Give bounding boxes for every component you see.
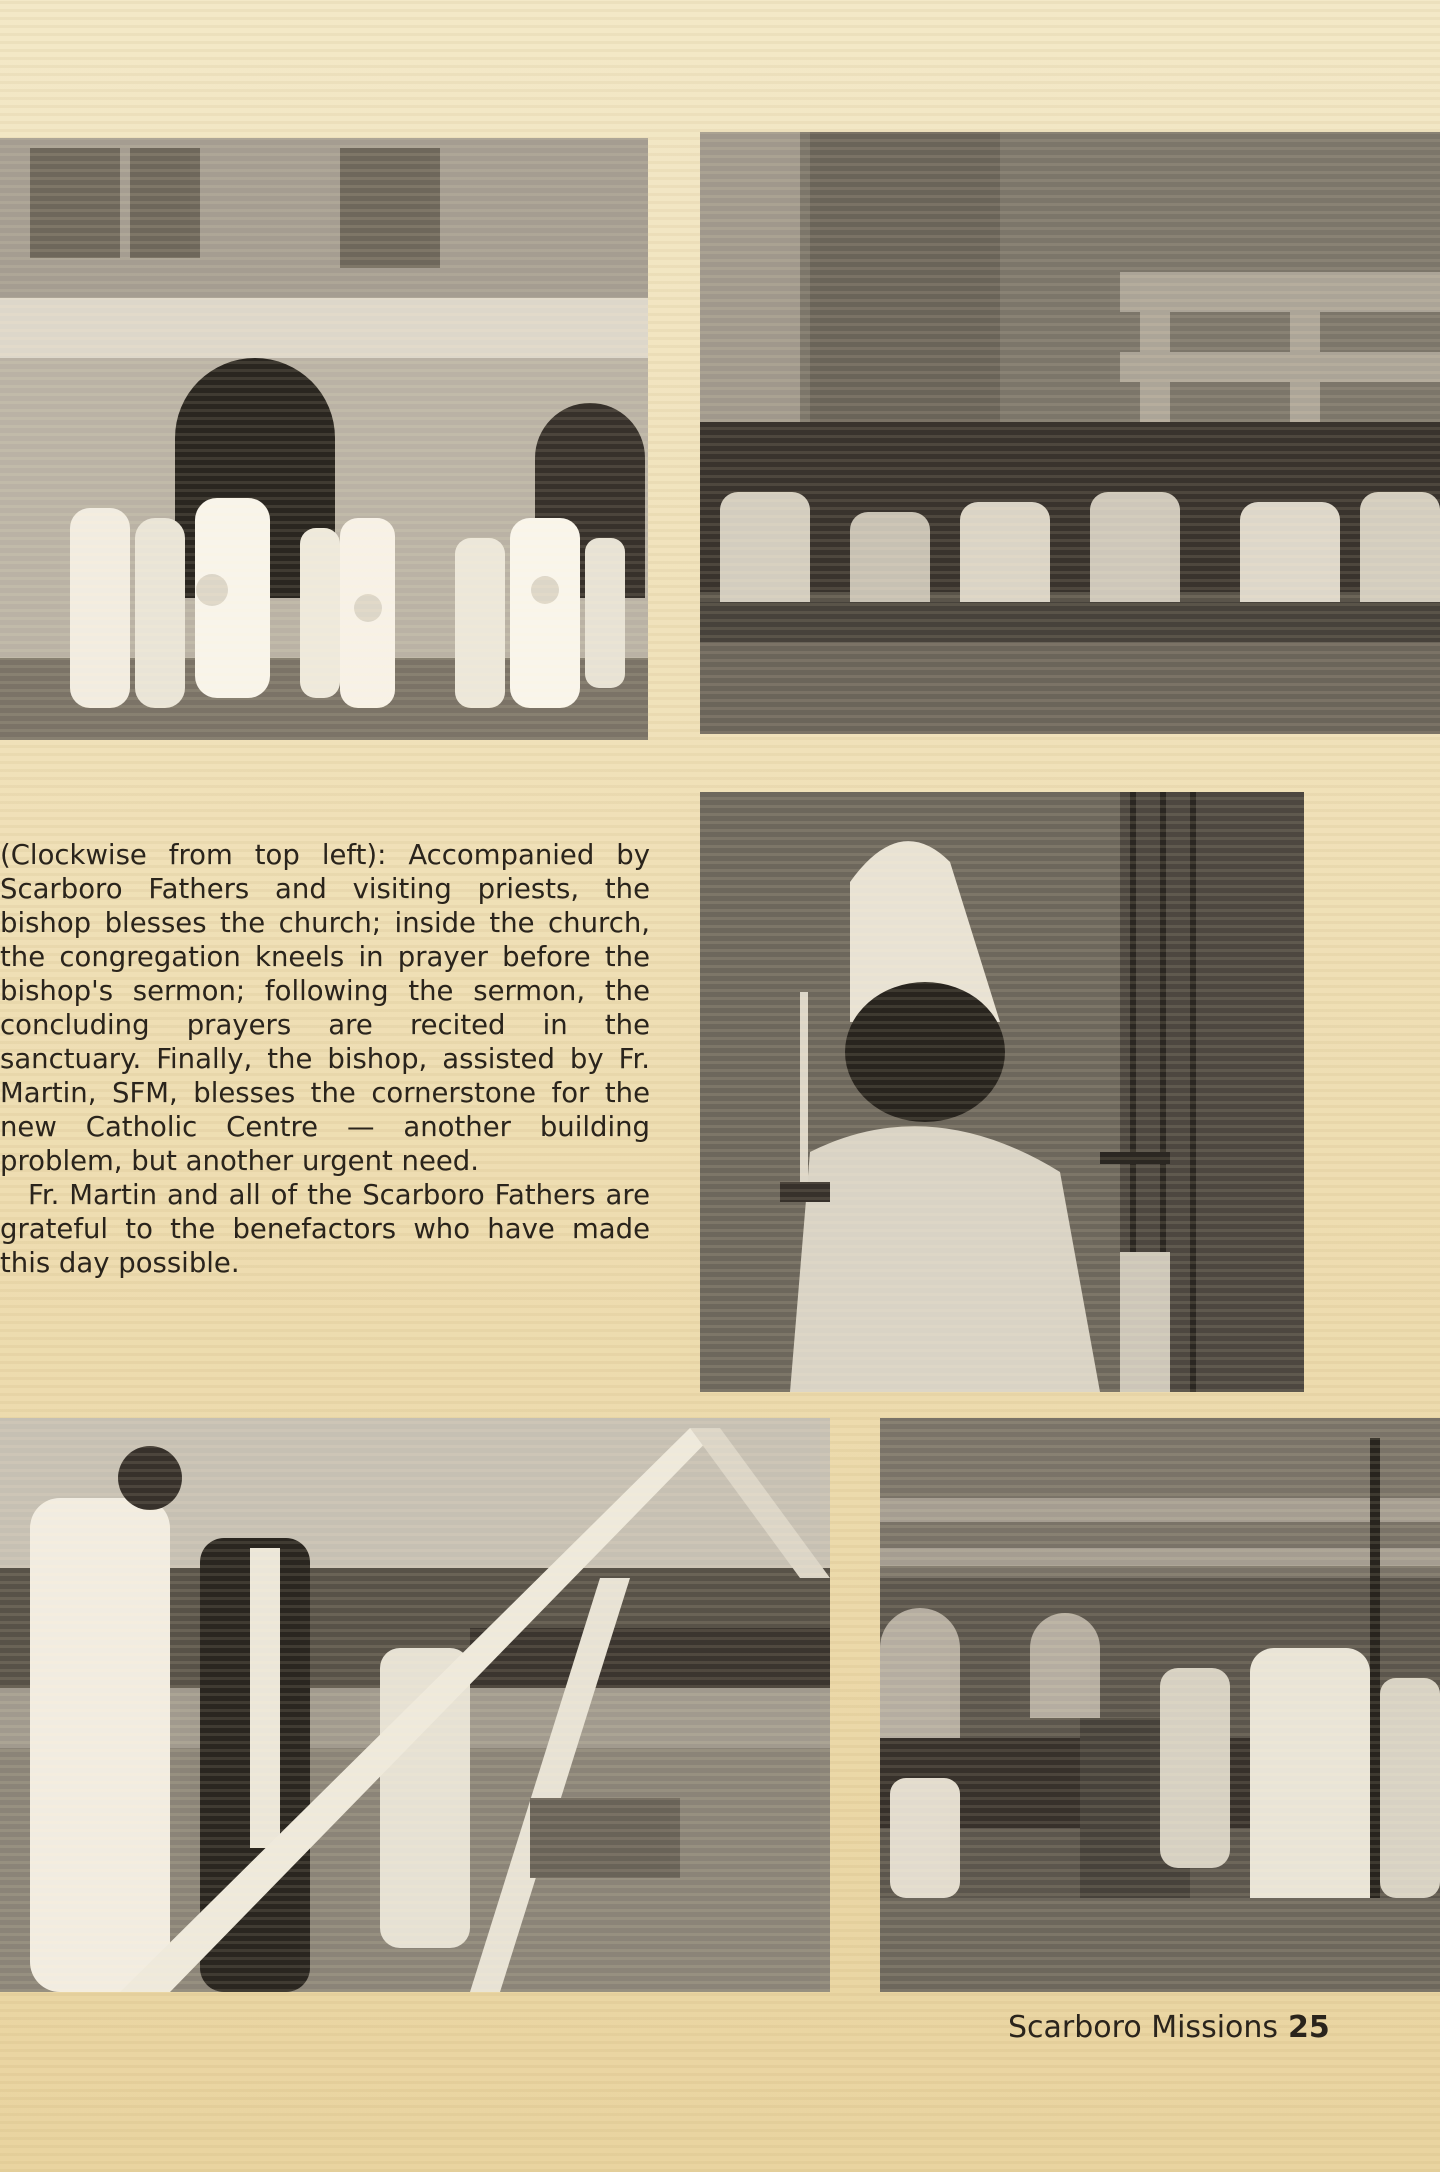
photo-caption: [0, 838, 650, 1280]
photo-sanctuary-prayers: [880, 1418, 1440, 1992]
photo-procession-outside-church: [0, 138, 648, 740]
page-number: 25: [1288, 2010, 1330, 2045]
photo-congregation-kneeling: [700, 132, 1440, 734]
page-footer: [1008, 2010, 1428, 2045]
photo-cornerstone-blessing: [0, 1418, 830, 1992]
photo-bishop-in-mitre: [700, 792, 1304, 1392]
caption-paragraph-1: (Clockwise from top left): Accompanied by Scarboro Fathers and visiting priests, the bishop blesses the church; inside the church, the congregation kneels in prayer before the bishop's sermon; following the sermon, the concluding prayers are recited in the sanctuary. Finally, the bishop, assisted by Fr. Martin, SFM, blesses the cornerstone for the new Catholic Centre — another building problem, but another urgent need.: [0, 839, 650, 1177]
caption-paragraph-2: Fr. Martin and all of the Scarboro Fathers are grateful to the benefactors who have made this day possible.: [0, 1179, 650, 1279]
publication-name: Scarboro Missions: [1008, 2010, 1279, 2045]
